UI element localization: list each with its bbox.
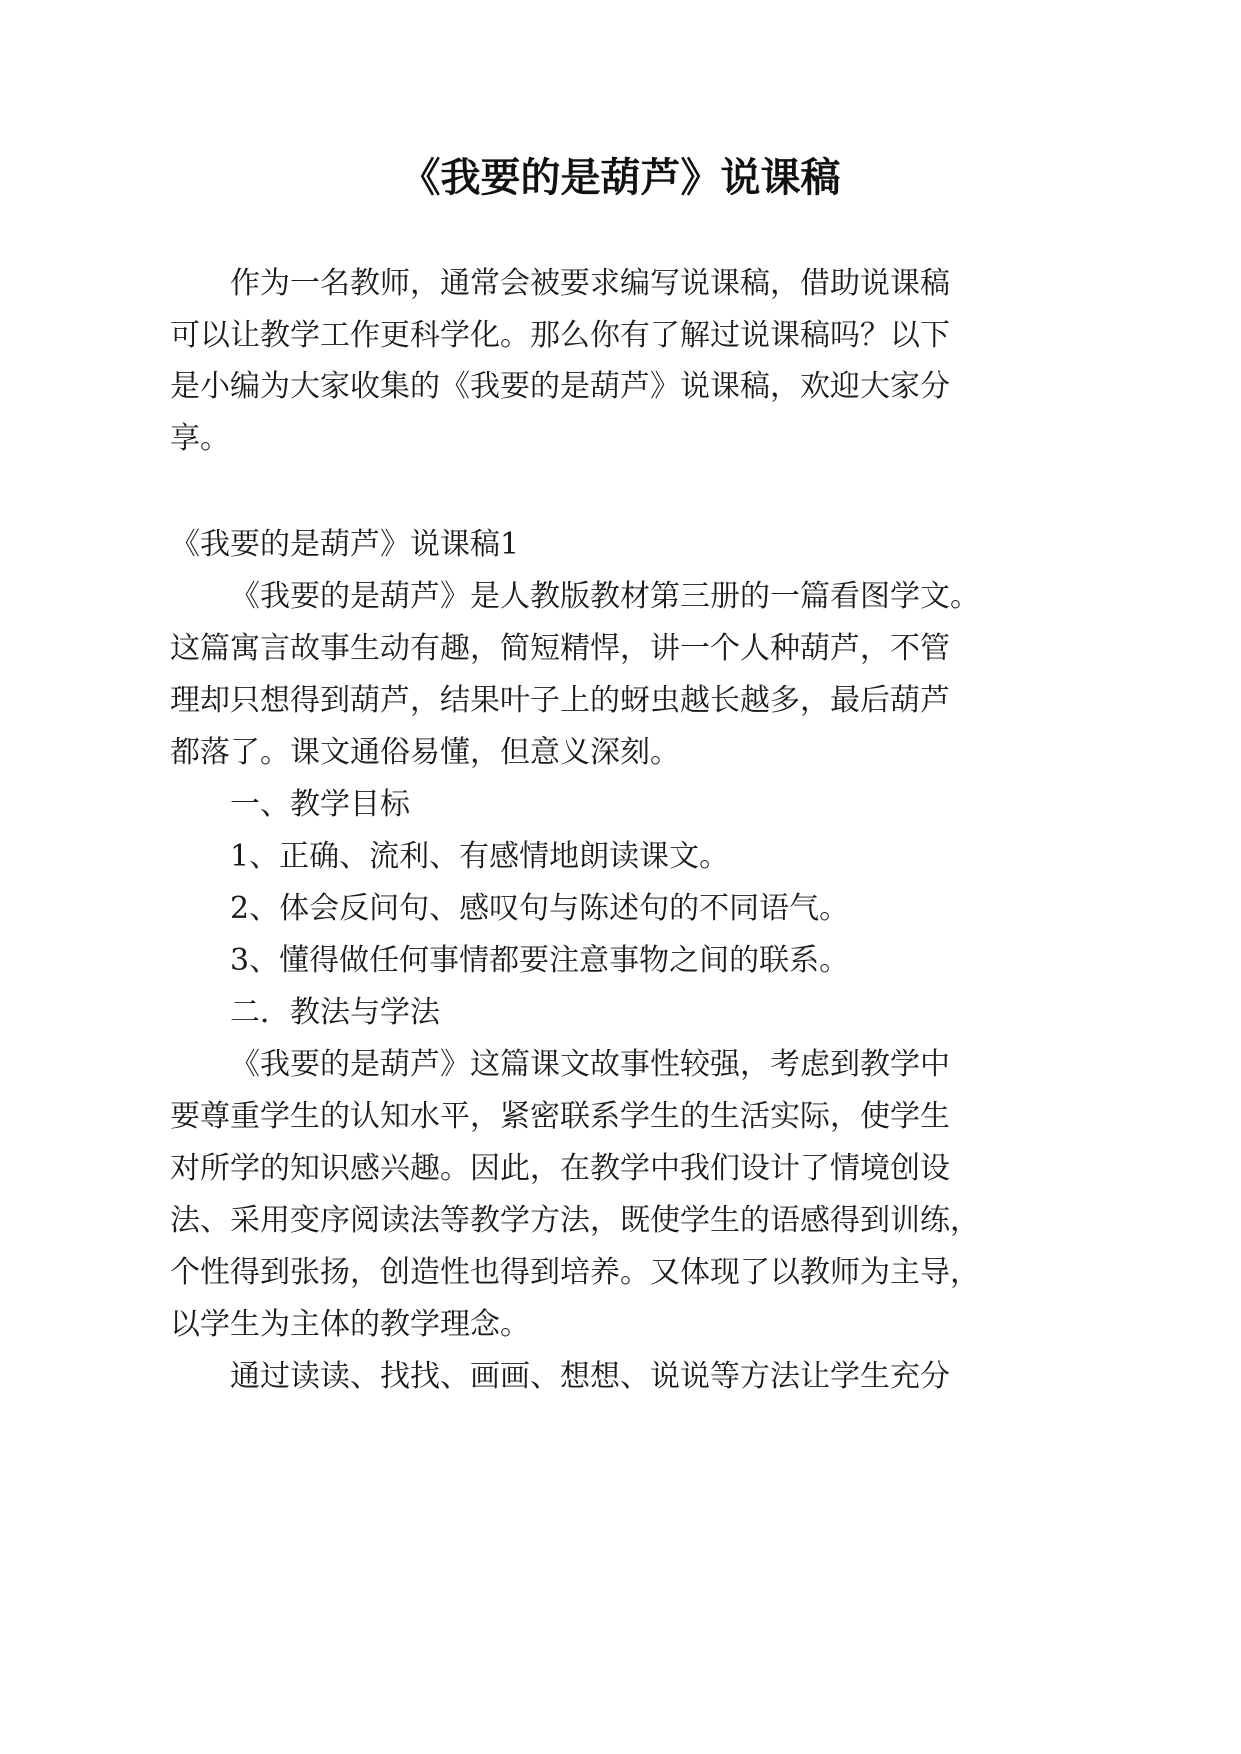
paragraph-line: 可以让教学工作更科学化。那么你有了解过说课稿吗？以下 bbox=[170, 318, 950, 353]
section-heading: 《我要的是葫芦》说课稿1 bbox=[170, 527, 520, 562]
paragraph-line: 法、采用变序阅读法等教学方法，既使学生的语感得到训练， bbox=[170, 1203, 980, 1238]
paragraph-line: 《我要的是葫芦》这篇课文故事性较强，考虑到教学中 bbox=[230, 1047, 950, 1082]
list-item: 3、懂得做任何事情都要注意事物之间的联系。 bbox=[230, 943, 850, 978]
paragraph-line: 对所学的知识感兴趣。因此，在教学中我们设计了情境创设 bbox=[170, 1151, 950, 1186]
paragraph-line: 这篇寓言故事生动有趣，简短精悍，讲一个人种葫芦，不管 bbox=[170, 631, 950, 666]
paragraph-line: 都落了。课文通俗易懂，但意义深刻。 bbox=[170, 735, 680, 770]
subheading: 二．教法与学法 bbox=[230, 995, 440, 1030]
subheading: 一、教学目标 bbox=[230, 787, 410, 822]
list-item: 1、正确、流利、有感情地朗读课文。 bbox=[230, 839, 730, 874]
paragraph-line: 《我要的是葫芦》是人教版教材第三册的一篇看图学文。 bbox=[230, 579, 980, 614]
paragraph-line: 作为一名教师，通常会被要求编写说课稿，借助说课稿 bbox=[230, 266, 950, 301]
paragraph-line: 是小编为大家收集的《我要的是葫芦》说课稿，欢迎大家分 bbox=[170, 369, 950, 404]
paragraph-line: 通过读读、找找、画画、想想、说说等方法让学生充分 bbox=[230, 1359, 950, 1394]
paragraph-line: 以学生为主体的教学理念。 bbox=[170, 1307, 530, 1342]
paragraph-line: 个性得到张扬，创造性也得到培养。又体现了以教师为主导， bbox=[170, 1255, 980, 1290]
paragraph-line: 要尊重学生的认知水平，紧密联系学生的生活实际，使学生 bbox=[170, 1099, 950, 1134]
list-item: 2、体会反问句、感叹句与陈述句的不同语气。 bbox=[230, 891, 850, 926]
document-title: 《我要的是葫芦》说课稿 bbox=[400, 155, 841, 201]
paragraph-line: 理却只想得到葫芦，结果叶子上的蚜虫越长越多，最后葫芦 bbox=[170, 683, 950, 718]
paragraph-line: 享。 bbox=[170, 421, 230, 456]
